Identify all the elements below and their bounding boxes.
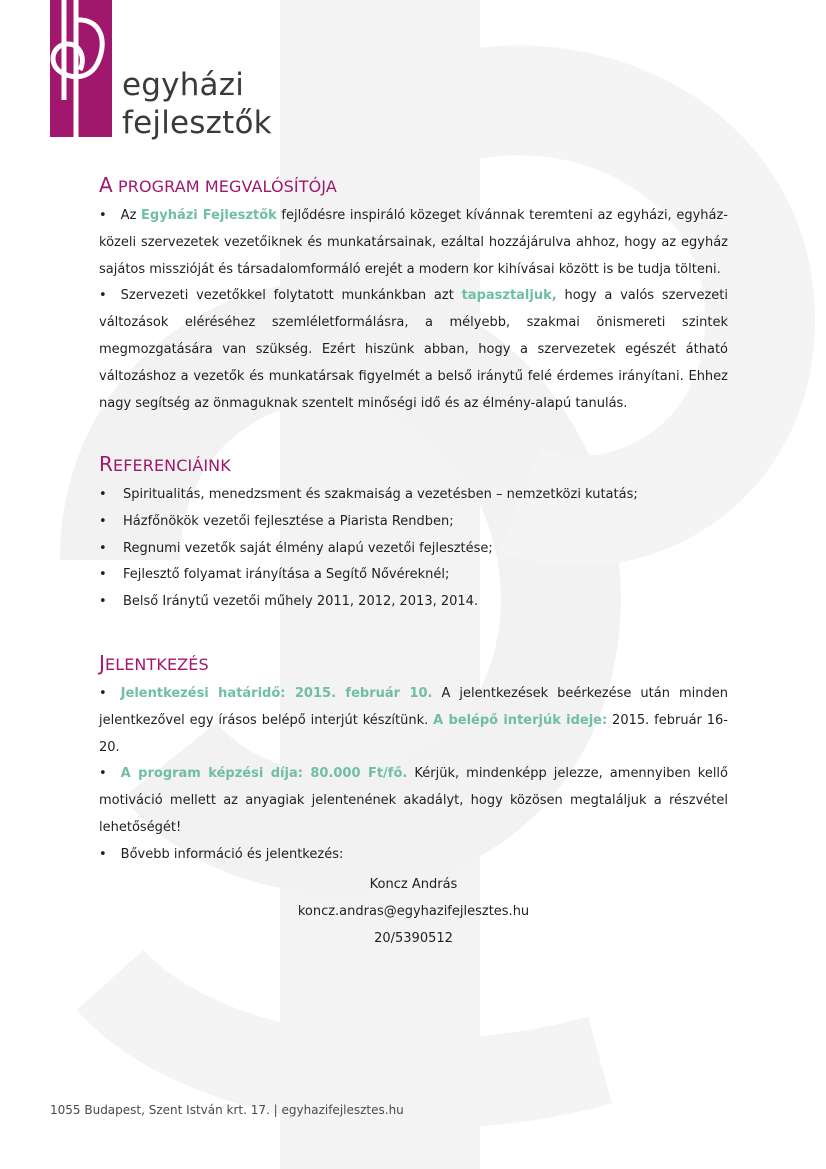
paragraph-deadline: [99, 681, 728, 761]
section-heading: [99, 173, 728, 197]
list-item: [99, 589, 728, 616]
contact-block: [99, 872, 728, 952]
contact-name: Koncz András: [369, 877, 458, 892]
highlight-text: Jelentkezési határidő: 2015. február 10.: [120, 686, 433, 701]
list-item: [99, 482, 728, 509]
section-registration: [99, 651, 728, 869]
list-item-text: Spiritualitás, menedzsment és szakmaiság a vezetésben – nemzetközi kutatás;: [123, 487, 638, 502]
text-run: Bővebb információ és jelentkezés:: [120, 846, 344, 862]
text-run: Szervezeti vezetőkkel folytatott munkánkban azt: [120, 288, 462, 304]
heading-initial: R: [99, 452, 113, 476]
paragraph-more-info: [99, 842, 728, 869]
section-references: [99, 452, 728, 616]
section-heading: [99, 651, 728, 675]
list-item-text: Regnumi vezetők saját élmény alapú vezetői fejlesztése;: [123, 540, 493, 556]
heading-initial: A: [99, 173, 113, 197]
text-run: Az: [120, 208, 142, 223]
bullet-icon: •: [99, 846, 107, 862]
logo-wordmark: [122, 66, 272, 142]
bullet-icon: •: [99, 487, 107, 502]
contact-phone: 20/5390512: [374, 930, 453, 946]
text-run: A jelentkezések beérkezése után minden jelentkezővel egy írásos belépő interjút készítünk.: [99, 686, 728, 728]
heading-rest: ELENTKEZÉS: [105, 655, 209, 674]
logo-mark-icon: [50, 0, 112, 137]
list-item-text: Házfőnökök vezetői fejlesztése a Piarista Rendben;: [123, 513, 454, 529]
bullet-icon: •: [99, 766, 107, 782]
list-item: [99, 509, 728, 536]
bullet-icon: •: [99, 686, 107, 701]
paragraph-fee: [99, 761, 728, 841]
list-item-text: Fejlesztő folyamat irányítása a Segítő Nővéreknél;: [123, 567, 450, 583]
text-run: fejlődésre inspiráló közeget kívánnak teremteni az egyházi, egyház-közeli szervezetek vezetőiknek és munkatársainak, ezáltal hozzájárulva ahhoz, hogy az egyház sajátos misszióját és társadalomformáló erejét a modern kor kihívásai között is be tudja tölteni.: [99, 208, 728, 277]
logo-line-2: fejlesztők: [122, 105, 272, 141]
highlight-text: A program képzési díja: 80.000 Ft/fő.: [120, 766, 408, 782]
bullet-icon: •: [99, 594, 107, 610]
contact-email[interactable]: koncz.andras@egyhazifejlesztes.hu: [297, 903, 530, 919]
text-run: Kérjük, mindenképp jelezze, amennyiben kellő motiváció mellett az anyagiak jelentenének akadályt, hogy közösen megtaláljuk a részvétel lehetőségét!: [99, 766, 728, 835]
logo-line-1: egyházi: [122, 67, 245, 103]
heading-initial: J: [99, 651, 105, 675]
list-item-text: Belső Iránytű vezetői műhely 2011, 2012, 2013, 2014.: [123, 594, 479, 610]
section-program-implementer: [99, 173, 728, 417]
text-run: 2015. február 16-20.: [99, 712, 728, 755]
section-heading: [99, 452, 728, 476]
highlight-text: tapasztaljuk,: [461, 288, 557, 304]
bullet-icon: •: [99, 540, 107, 556]
page-footer: 1055 Budapest, Szent István krt. 17. | egyhazifejlesztes.hu: [50, 1103, 404, 1117]
text-run: hogy a valós szervezeti változások eléréséhez szemléletformálásra, a mélyebb, szakmai önismereti szintek megmozgatására van szükség. Ezért hiszünk abban, hogy a szervezetek egészét átható változáshoz a vezetők és munkatársak figyelmét a belső iránytű felé érdemes irányítani. Ehhez nagy segítség az önmaguknak szentelt minőségi idő és az élmény-alapú tanulás.: [99, 288, 729, 411]
paragraph-experience: [99, 283, 728, 417]
paragraph-intro: [99, 203, 728, 283]
bullet-icon: •: [99, 288, 107, 304]
highlight-text: Egyházi Fejlesztők: [141, 208, 277, 223]
bullet-icon: •: [99, 513, 107, 529]
brand-logo: [50, 0, 290, 145]
heading-rest: EFERENCIÁINK: [113, 456, 231, 475]
list-item: [99, 536, 728, 563]
highlight-text: A belépő interjúk ideje:: [433, 712, 608, 728]
heading-rest: PROGRAM MEGVALÓSÍTÓJA: [112, 177, 337, 196]
list-item: [99, 562, 728, 589]
bullet-icon: •: [99, 208, 107, 223]
bullet-icon: •: [99, 567, 107, 583]
